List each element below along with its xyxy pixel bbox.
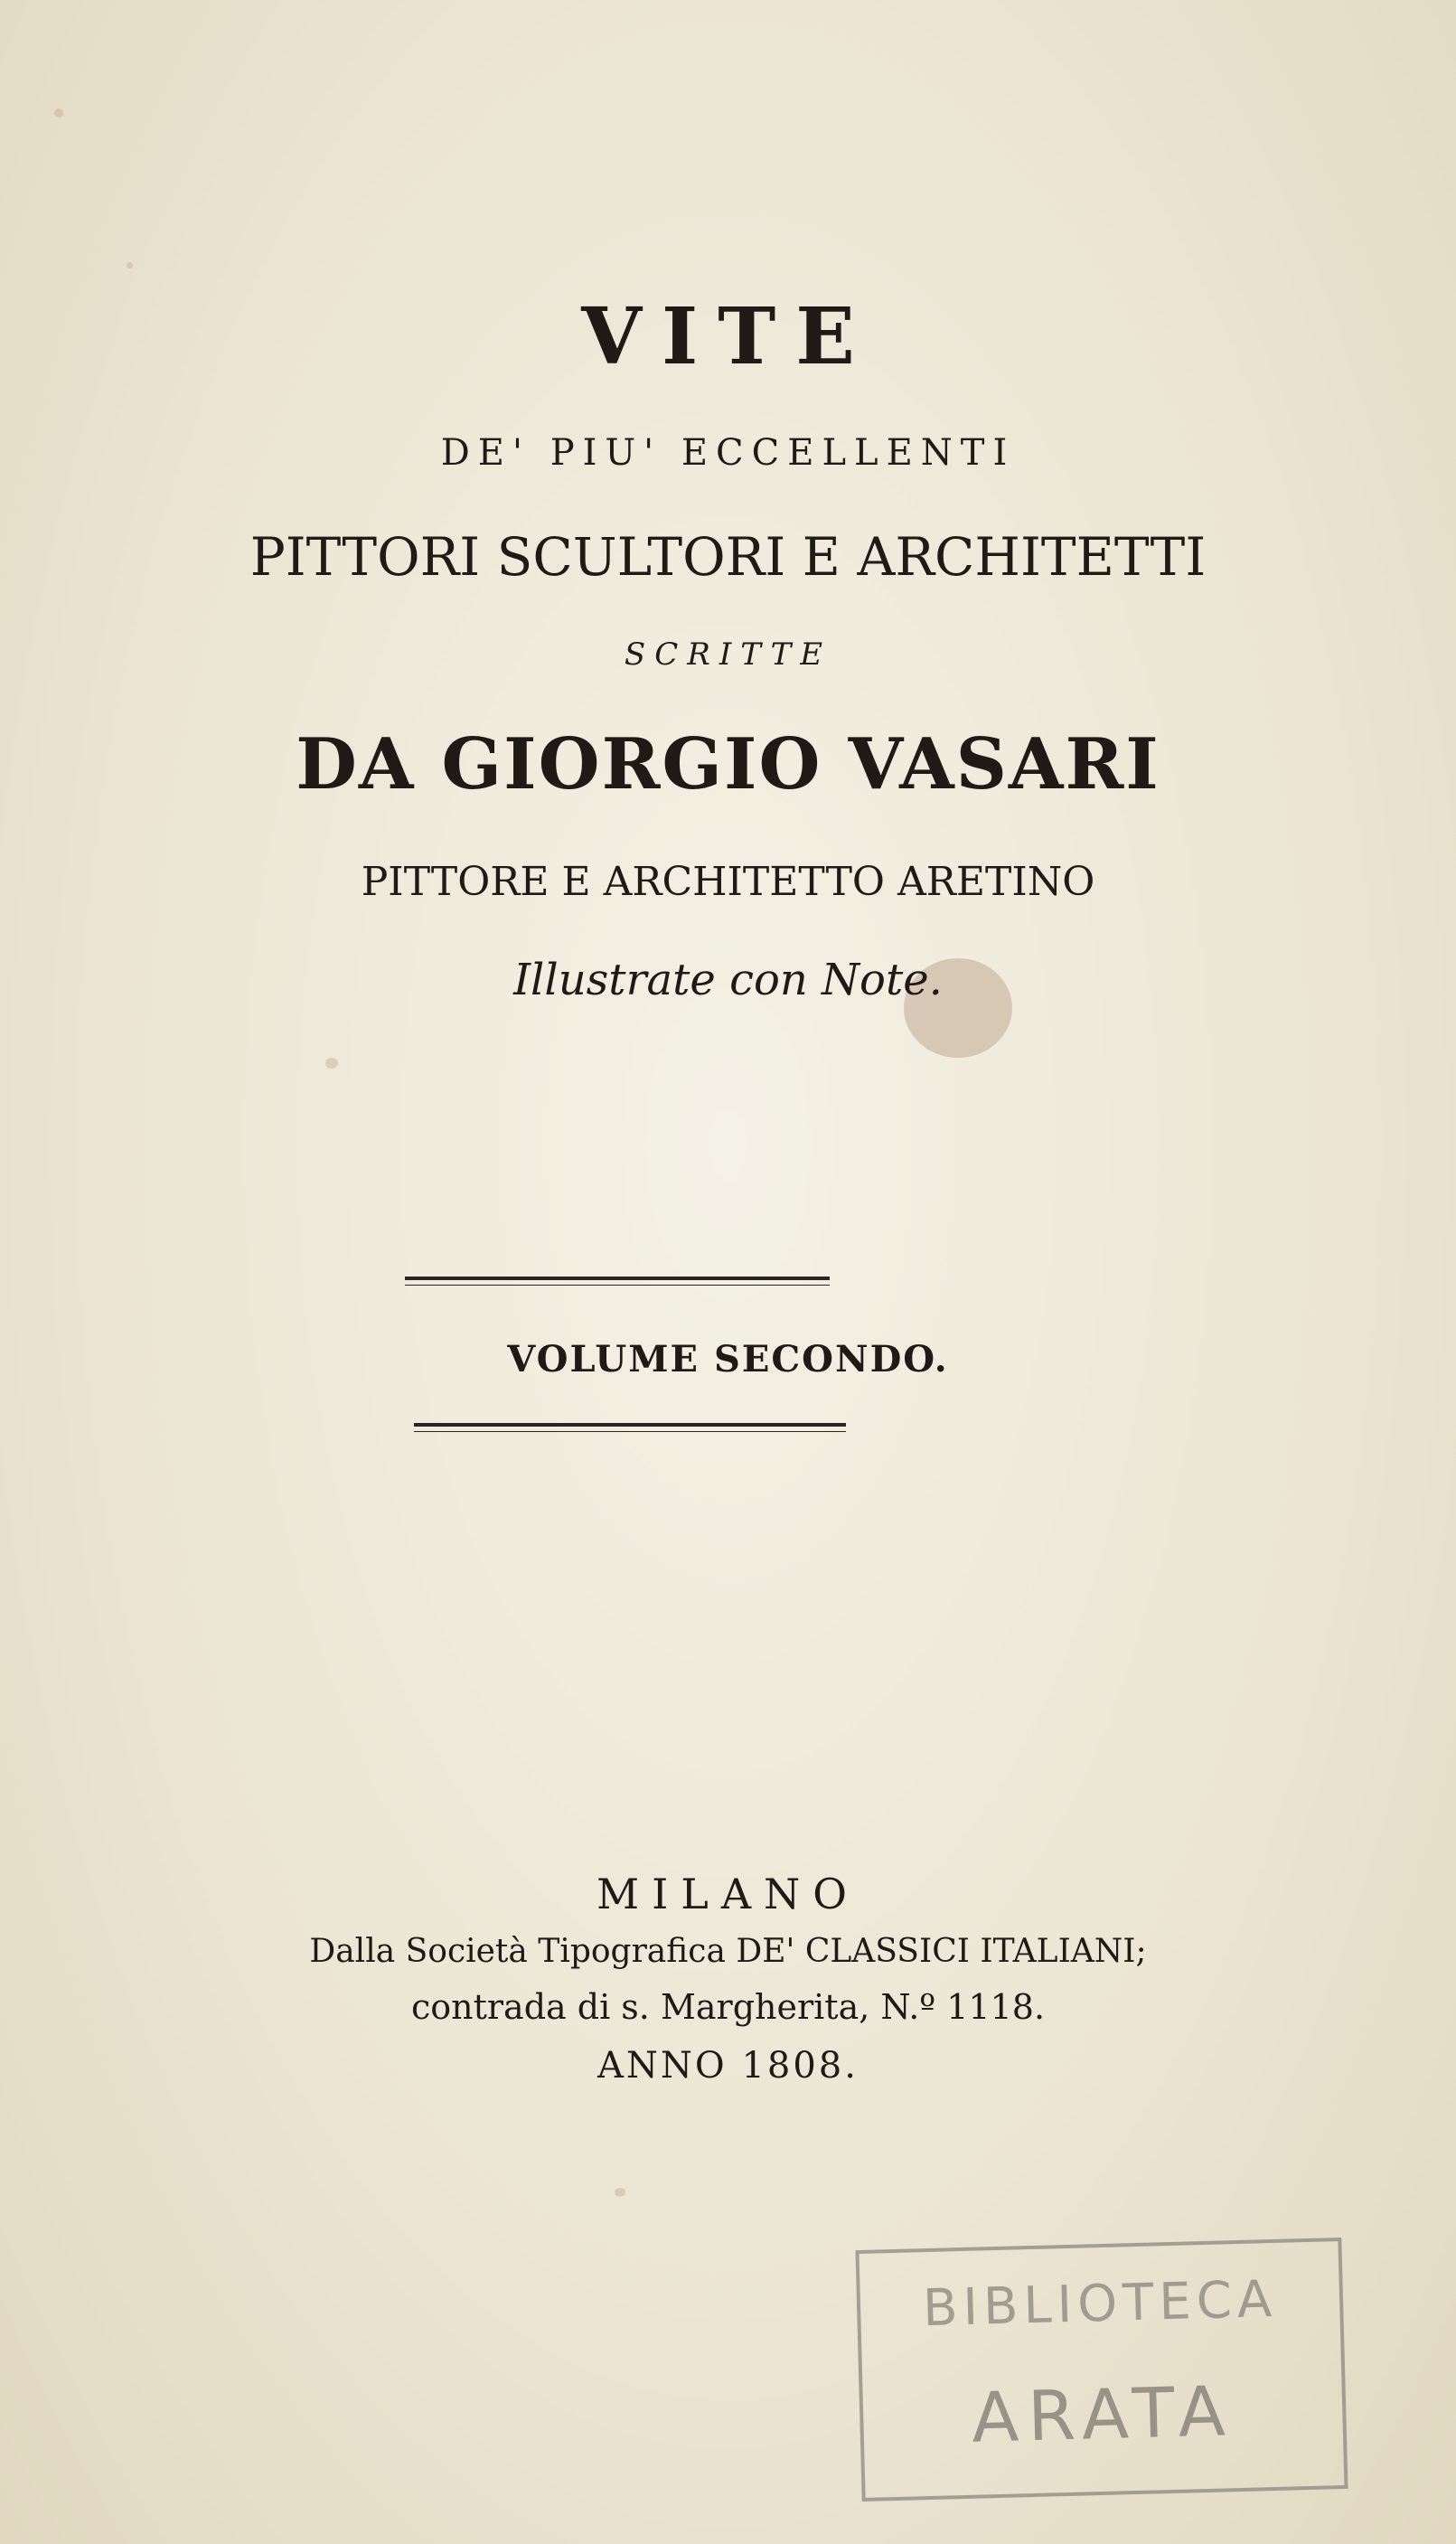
volume-label: VOLUME SECONDO.	[507, 1338, 949, 1380]
foxing-spot	[54, 108, 63, 118]
imprint-publisher: Dalla Società Tipografica DE' CLASSICI ITALIANI;	[309, 1933, 1147, 1970]
author-name: DA GIORGIO VASARI	[296, 723, 1160, 806]
foxing-spot	[127, 262, 133, 269]
imprint-year: ANNO 1808.	[597, 2045, 859, 2087]
imprint-address: contrada di s. Margherita, N.º 1118.	[410, 1987, 1046, 2027]
imprint-city: MILANO	[596, 1870, 860, 1918]
author-role: PITTORE E ARCHITETTO ARETINO	[361, 859, 1095, 905]
stamp-line-2: ARATA	[971, 2370, 1235, 2458]
subtitle-scritte: SCRITTE	[624, 636, 832, 673]
divider-rule	[405, 1277, 830, 1286]
illustrated-note: Illustrate con Note.	[513, 955, 943, 1005]
book-title: VITE	[581, 291, 875, 382]
foxing-spot	[325, 1058, 338, 1069]
library-stamp	[855, 2238, 1348, 2502]
subtitle-pittori: PITTORI SCULTORI E ARCHITETTI	[249, 526, 1207, 588]
stamp-line-1: BIBLIOTECA	[922, 2269, 1278, 2339]
foxing-spot	[615, 2188, 625, 2197]
subtitle-eccellenti: DE' PIU' ECCELLENTI	[440, 432, 1016, 474]
divider-rule	[414, 1423, 846, 1432]
